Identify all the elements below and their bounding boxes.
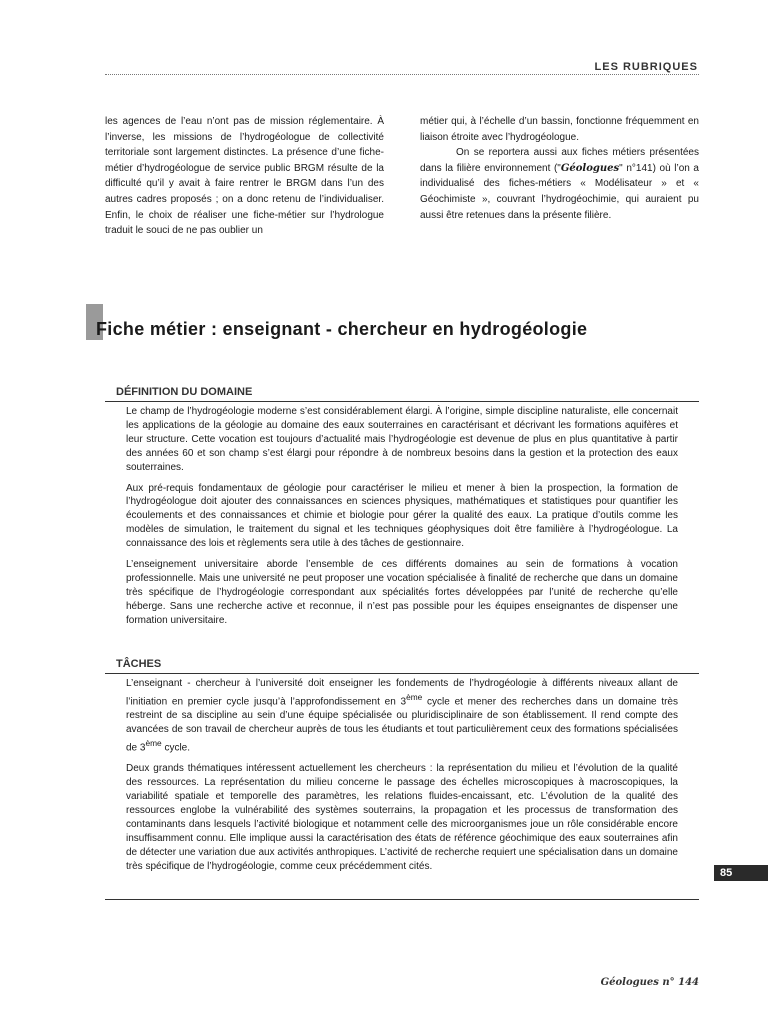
intro-left-column [105, 114, 384, 239]
section-label: LES RUBRIQUES [594, 61, 698, 73]
page-title: Fiche métier : enseignant - chercheur en hydrogéologie [96, 319, 588, 339]
taches-divider [105, 673, 699, 674]
intro-right-paragraph-1: métier qui, à l’échelle d’un bassin, fonctionne fréquemment en liaison étroite avec l’hydrogéologue. [420, 116, 699, 143]
intro-left-paragraph: les agences de l’eau n’ont pas de mission réglementaire. À l’inverse, les missions de l’hydrogéologue de collectivité territoriale sont largement distinctes. La présence d’une fiche-métier d’hydrogéologue de service public BRGM résulte de la difficulté qu’il y avait à faire rentrer le BRGM dans l’un des autres cadres proposés ; on a donc retenu de l’individualiser. Enfin, le choix de réaliser une fiche-métier sur l’hydrologue traduit le souci de ne pas oublier un [105, 116, 384, 237]
taches-heading: TÂCHES [116, 658, 162, 670]
header-divider [105, 74, 699, 75]
journal-name: Géologues [560, 162, 620, 174]
definition-heading: DÉFINITION DU DOMAINE [116, 386, 253, 398]
taches-paragraph-1: L’enseignant - chercheur à l’université doit enseigner les fondements de l’hydrogéologie à différents niveaux allant de l’initiation en premier cycle jusqu’à l’approfondissement en 3ème cycle et mener des recherches dans un domaine très restreint de sa discipline au sein d’une équipe spécialisée ou pluridisciplinaire de son établissement. Il rend compte des avancées de son travail de chercheur auprès de tous les étudiants et tout particulièrement ceux des formations spécialisées de 3ème cycle. [126, 678, 678, 754]
section-end-divider [105, 899, 699, 900]
definition-body [126, 405, 678, 635]
definition-divider [105, 401, 699, 402]
taches-paragraph-2: Deux grands thématiques intéressent actuellement les chercheurs : la représentation du milieu et l’évolution de la qualité des ressources. La représentation du milieu concerne le passage des échelles microscopiques à macroscopiques, la variabilité spatiale et temporelle des paramètres, les relations fluides-encaissant, etc. L’évolution de la qualité des ressources englobe la vulnérabilité des systèmes souterrains, la propagation et les processus de transformation des contaminants dans lesquels l’activité biologique et notamment celle des microorganismes joue un rôle considérable encore insuffisamment connu. Elle implique aussi la caractérisation des états de référence géochimique des eaux souterraines afin de détecter une variation due aux activités anthropiques. L’activité de recherche requiert une spécialisation dans un domaine très spécifique de l’hydrogéologie, comme ceux précédemment cités. [126, 763, 678, 872]
taches-body [126, 677, 678, 880]
intro-right-paragraph-2: On se reportera aussi aux fiches métiers présentées dans la filière environnement ("Géologues" n°141) où l’on a individualisé des fiches-métiers « Modélisateur » et « Géochimiste », couvrant l’hydrogéochimie, qui auraient pu aussi être retenues dans la présente filière. [420, 147, 699, 221]
definition-paragraph-1: Le champ de l’hydrogéologie moderne s’est considérablement élargi. À l’origine, simple discipline naturaliste, elle concernait les applications de la géologie au domaine des eaux souterraines en caractérisant et décrivant les formations aquifères et leur structure. Cette vocation est toujours d’actualité mais l’hydrogéologie est devenue de plus en plus quantitative à partir des années 60 et son champ s’est élargi pour répondre à de nombreux besoins dans la gestion et la protection des eaux souterraines. [126, 406, 678, 473]
definition-paragraph-2: Aux pré-requis fondamentaux de géologie pour caractériser le milieu et mener à bien la prospection, la formation de l’hydrogéologue doit ajouter des connaissances en sciences physiques, mathématiques et statistiques pour quantifier les écoulements et des connaissances et chimie et biologie pour gérer la qualité des eaux. La pratique d’outils comme les modèles de simulation, le traitement du signal et les techniques géophysiques doit être familière à l’hydrogéologue. La connaissance des lois et règlements sera utile à des tâches de gestionnaire. [126, 482, 678, 550]
page-number: 85 [714, 865, 768, 881]
definition-paragraph-3: L’enseignement universitaire aborde l’ensemble de ces différents domaines au sein de formations à vocation professionnelle. Mais une université ne peut proposer une vocation spécialisée à finalité de recherche que dans un domaine très spécifique de l’hydrogéologie correspondant aux spécialités fortes développées par l’unité de recherche qu’elle héberge. Sans une recherche active et reconnue, il n’est pas possible pour les équipes enseignantes de dispenser une formation universitaire. [126, 559, 678, 626]
journal-footer: Géologues n° 144 [600, 977, 699, 988]
intro-right-column [420, 114, 699, 223]
